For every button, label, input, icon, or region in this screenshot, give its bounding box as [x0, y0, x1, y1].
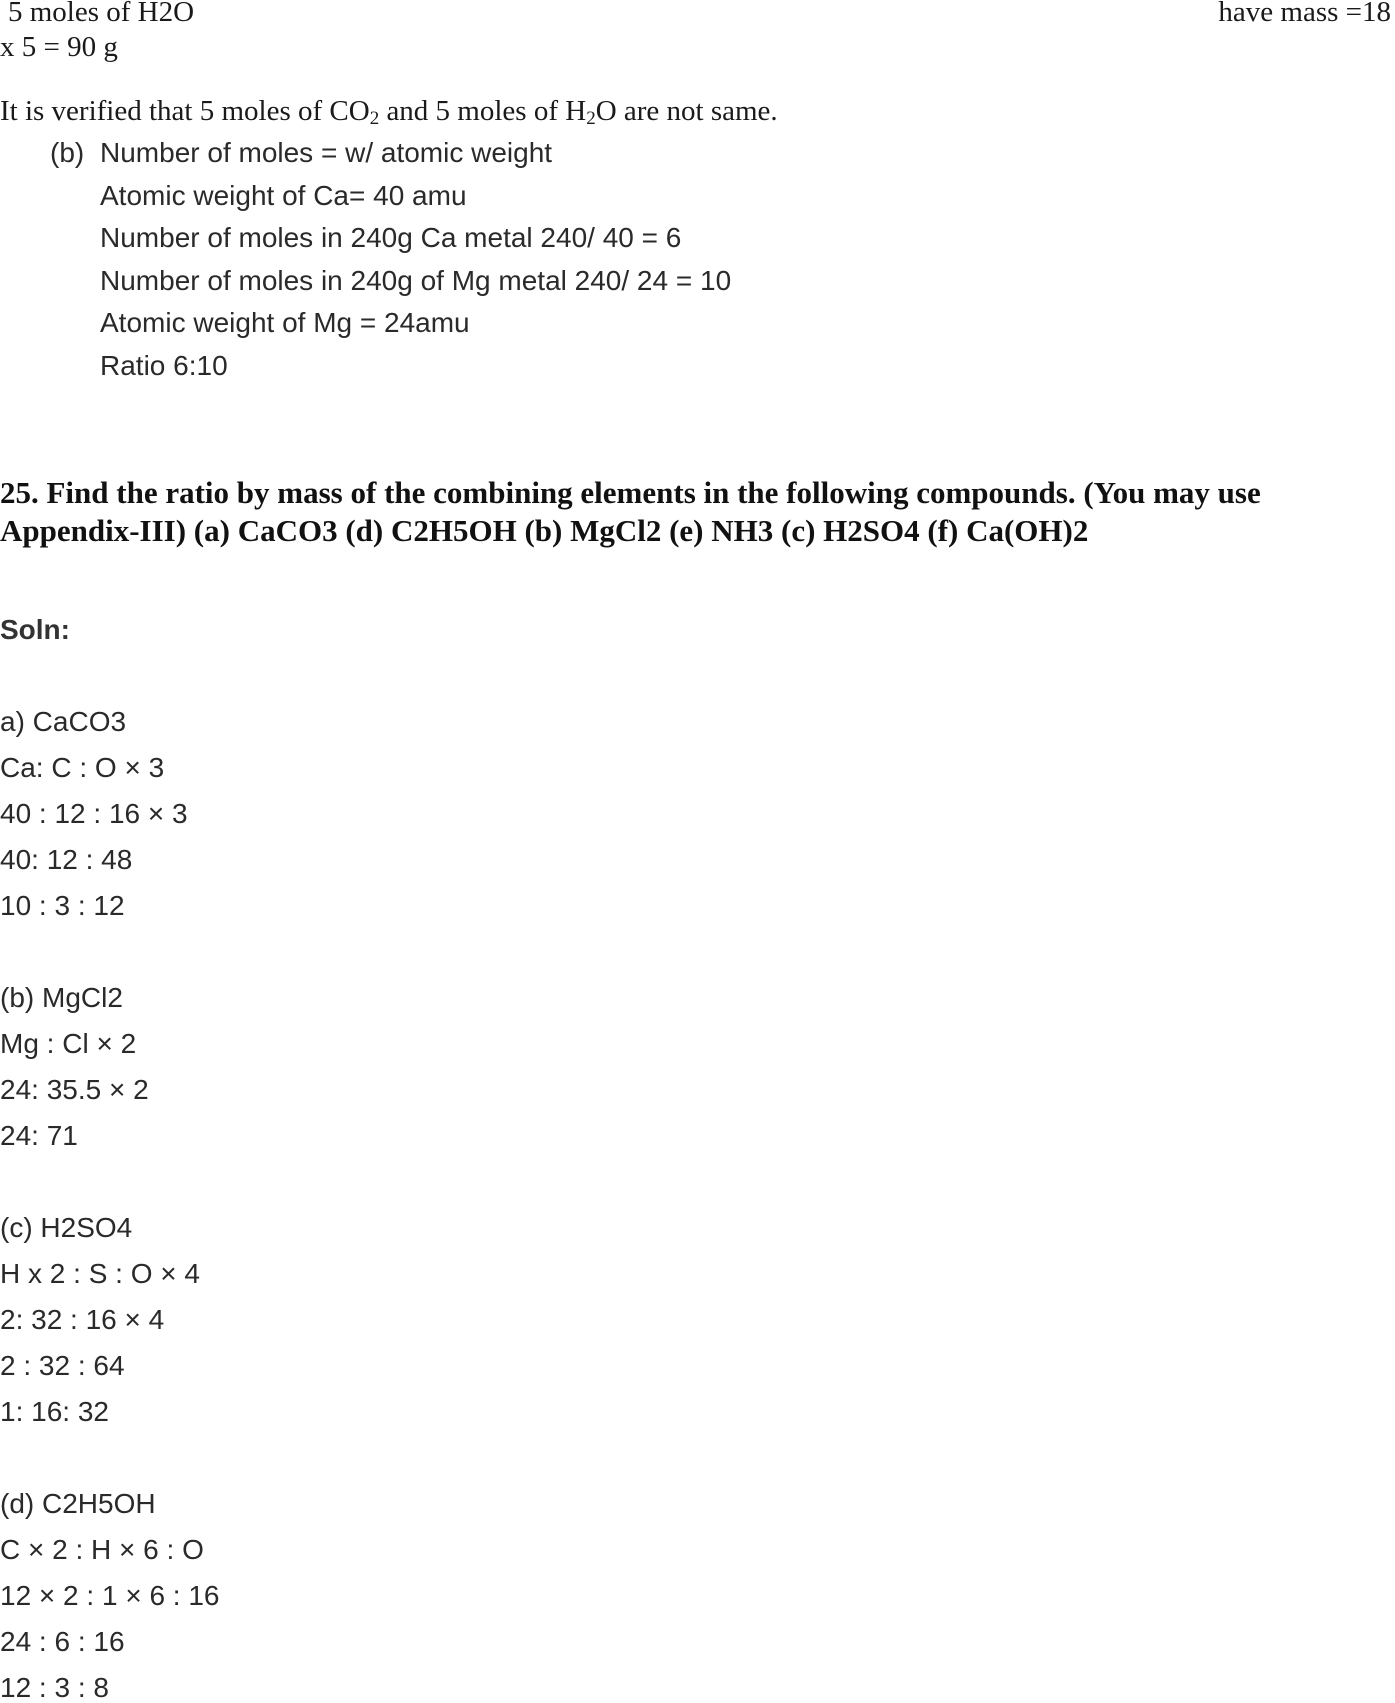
answer-b-line: 24: 71 — [0, 1120, 78, 1151]
verified-sub1: 2 — [369, 108, 380, 129]
answer-b-line: Mg : Cl × 2 — [0, 1028, 137, 1059]
part-b-line-4: Number of moles in 240g of Mg metal 240/ 24 = 10 — [100, 265, 732, 296]
answer-c-line: H x 2 : S : O × 4 — [0, 1258, 200, 1289]
answer-d-line: 12 × 2 : 1 × 6 : 16 — [0, 1580, 220, 1611]
verified-part2: and 5 moles of H — [386, 95, 587, 127]
part-b-line-1: Number of moles = w/ atomic weight — [100, 137, 553, 168]
mass-result-text: x 5 = 90 g — [0, 31, 118, 63]
part-b-line-6: Ratio 6:10 — [100, 350, 228, 381]
part-b-label: (b) — [50, 137, 85, 168]
moles-h2o-text: 5 moles of H2O — [8, 0, 195, 28]
part-b-line-2: Atomic weight of Ca= 40 amu — [100, 180, 467, 211]
verified-sub2: 2 — [586, 108, 596, 129]
question-25-line-1: 25. Find the ratio by mass of the combining elements in the following compounds. (You may use — [0, 475, 1261, 510]
question-25-line-2: Appendix-III) (a) CaCO3 (d) C2H5OH (b) MgCl2 (e) NH3 (c) H2SO4 (f) Ca(OH)2 — [0, 513, 1089, 548]
answer-a-line: Ca: C : O × 3 — [0, 752, 165, 783]
answer-a-line: 10 : 3 : 12 — [0, 890, 125, 921]
answer-b-title: (b) MgCl2 — [0, 982, 123, 1013]
verified-statement — [0, 95, 778, 129]
answer-d-line: 12 : 3 : 8 — [0, 1672, 109, 1703]
answer-a-title: a) CaCO3 — [0, 706, 127, 737]
answer-c-line: 1: 16: 32 — [0, 1396, 109, 1427]
answer-d-line: 24 : 6 : 16 — [0, 1626, 125, 1657]
answer-a-line: 40 : 12 : 16 × 3 — [0, 798, 188, 829]
answer-b-line: 24: 35.5 × 2 — [0, 1074, 149, 1105]
have-mass-text: have mass =18 — [1218, 0, 1391, 28]
answer-c-line: 2 : 32 : 64 — [0, 1350, 125, 1381]
answer-c-line: 2: 32 : 16 × 4 — [0, 1304, 165, 1335]
answer-d-title: (d) C2H5OH — [0, 1488, 156, 1519]
part-b-line-3: Number of moles in 240g Ca metal 240/ 40 = 6 — [100, 222, 682, 253]
answer-c-title: (c) H2SO4 — [0, 1212, 133, 1243]
part-b-line-5: Atomic weight of Mg = 24amu — [100, 307, 470, 338]
answer-d-line: C × 2 : H × 6 : O — [0, 1534, 204, 1565]
verified-part1: It is verified that 5 moles of CO — [0, 95, 370, 127]
soln-label: Soln: — [0, 614, 70, 645]
verified-part3: O are not same. — [595, 95, 778, 127]
answer-a-line: 40: 12 : 48 — [0, 844, 133, 875]
